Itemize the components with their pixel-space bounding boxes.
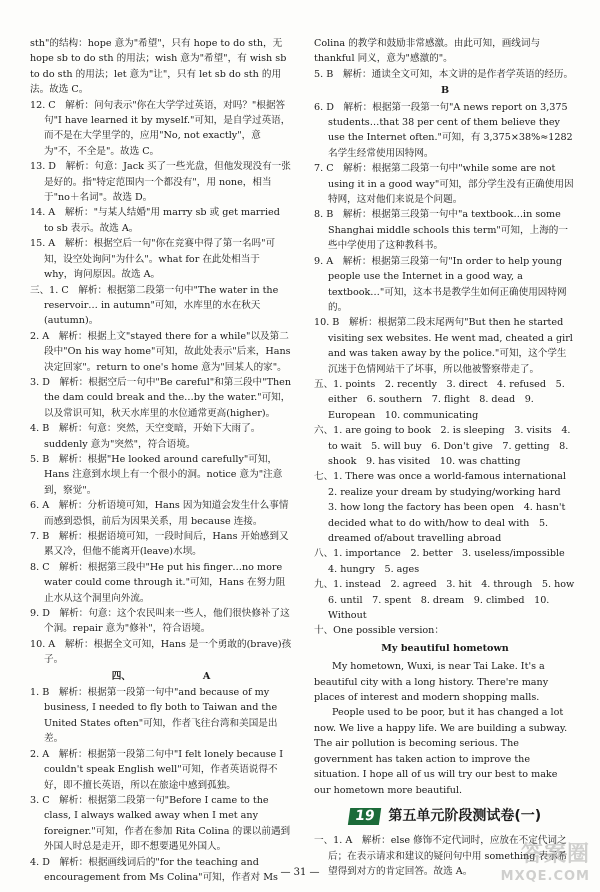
answer-item: 2. A 解析：根据上文"stayed there for a while"以及第二段中"On his way home"可知，故此处表示"后来，Hans 决定回家"。return to one's home 意为"回某人的家"。 (30, 330, 291, 373)
essay-paragraph: People used to be poor, but it has changed a lot now. We live a happy life. We are building a subway. The air pollution is becoming serious. The government has taken action to improve the situation. I hope all of us will try our best to make our hometown more beautiful. (314, 707, 568, 796)
watermark-url: MXQE.COM (500, 869, 590, 884)
unit-heading (314, 808, 576, 825)
answer-paragraph: sth"的结构：hope 意为"希望"，只有 hope to do sth，无 hope sb to do sth 的用法；wish 意为"希望"，有 wish sb to do sth 的用法；let 意为"让"，只有 let sb do sth 的用法。故选 C。 (30, 38, 287, 96)
answer-item: 5. B 解析：通读全文可知，本文讲的是作者学英语的经历。 (314, 68, 574, 80)
right-column (314, 36, 584, 880)
answer-item: 3. D 解析：根据空后一句中"Be careful"和第三段中"Then the dam could break and the…by the water."可知，以及常识可知，秋天水库里的水位通常更高(higher)。 (30, 376, 291, 419)
unit-number-badge: 19 (348, 808, 382, 825)
page-number: — 31 — (280, 866, 320, 878)
answer-item: 2. A 解析：根据第一段第二句中"I felt lonely because I couldn't speak English well"可知，作者英语说得不好，即不擅长英语，所以在旅途中感到孤独。 (30, 748, 284, 791)
answer-item: 6. D 解析：根据第一段第一句"A news report on 3,375 students…that 38 per cent of them believe they use the Internet often."可知，有 3,375×38%≈1282 名学生经常使用因特网。 (314, 101, 573, 159)
unit-title: 第五单元阶段测试卷(一) (388, 807, 542, 824)
left-column (30, 36, 292, 885)
answer-item: 6. A 解析：分析语境可知，Hans 因为知道会发生什么事情而感到恐惧，前后为因果关系，用 because 连接。 (30, 500, 289, 527)
answer-item: 7. B 解析：根据语境可知，一段时间后，Hans 开始感到又累又冷，但他不能离开(leave)水坝。 (30, 531, 289, 558)
watermark (501, 844, 590, 888)
answer-item: 10. A 解析：根据全文可知，Hans 是一个勇敢的(brave)孩子。 (30, 638, 292, 666)
section-heading: B (440, 85, 450, 97)
section-heading: 四、 A (111, 670, 211, 682)
answer-item: 9. A 解析：根据第三段第一句"In order to help young people use the Internet in a good way, a textbook…"可知，这本书是教学生如何正确使用因特网的。 (314, 255, 567, 313)
answer-list: 六、1. are going to book 2. is sleeping 3. visits 4. to wait 5. will buy 6. Don't give 7. getting 8. shook 9. has visited 10. was chatting (314, 425, 571, 467)
answer-list: 八、1. importance 2. better 3. useless/impossible 4. hungry 5. ages (314, 548, 575, 575)
answer-item: 13. D 解析：句意：Jack 买了一些光盘，但他发现没有一张是好的。指"特定范围内一个都没有"，用 none，相当于"no＋名词"。故选 D。 (30, 161, 291, 204)
watermark-text: 答案圈 (520, 842, 590, 867)
answer-item: 14. A 解析："与某人结婚"用 marry sb 或 get married to sb 表示。故选 A。 (30, 207, 280, 234)
answer-list: 九、1. instead 2. agreed 3. hit 4. through 5. how 6. until 7. spent 8. dream 9. climbed 10. Without (314, 579, 584, 622)
answer-list: 五、1. points 2. recently 3. direct 4. refused 5. either 6. southern 7. flight 8. dead 9. European 10. communicating (314, 378, 565, 421)
answer-item: 15. A 解析：根据空后一句"你在竞赛中得了第一名吗"可知，设空处询问"为什么"。what for 在此处相当于 why，询问原因。故选 A。 (30, 238, 276, 281)
answer-item: 三、1. C 解析：根据第二段第一句中"The water in the reservoir… in autumn"可知，水库里的水在秋天(autumn)。 (30, 284, 279, 327)
answer-list: 七、1. There was once a world-famous international 2. realize your dream by studying/working hard 3. how long the factory has been open 4. hasn't decided what to do with/how to deal with 5. dreamed of/about travelling abroad (314, 471, 576, 544)
answer-item: 5. B 解析：根据"He looked around carefully"可知，Hans 注意到水坝上有一个很小的洞。notice 意为"注意到，察觉"。 (30, 453, 283, 496)
answer-item: 10. B 解析：根据第二段末尾两句"But then he started visiting sex websites. He went mad, cheated a girl and was taken away by the police."可知，这个学生沉迷于色情网站干了坏事，所以他被警察带走了。 (314, 317, 573, 375)
answer-item: 8. B 解析：根据第三段第一句中"a textbook…in some Shanghai middle schools this term"可知，上海的一些中学使用了这种教科书。 (314, 209, 568, 252)
answer-item: 1. B 解析：根据第一段第一句中"and because of my business, I needed to fly both to Taiwan and the United States often"可知，作者飞往台湾和美国是出差。 (30, 687, 278, 745)
essay-title: My beautiful hometown (381, 642, 509, 654)
answer-item: 9. D 解析：句意：这个农民叫来一些人，他们很快修补了这个洞。repair 意为"修补"，符合语境。 (30, 608, 290, 635)
answer-item: 12. C 解析：问句表示"你在大学学过英语，对吗？"根据答句"I have learned it by myself."可知，是自学过英语，而不是在大学里学的，应用"No, not exactly"，意为"不，不全是"。故选 C。 (30, 99, 291, 157)
answer-item: 8. C 解析：根据第三段中"He put his finger…no more water could come through it."可知，Hans 在努力阻止水从这个洞里向外流。 (30, 561, 286, 604)
answer-item: 4. D 解析：根据画线词后的"for the teaching and encouragement from Ms Colina"可知，作者对 Ms (30, 856, 278, 883)
answer-paragraph: Colina 的教学和鼓励非常感激。由此可知，画线词与 thankful 同义，意为"感激的"。 (314, 38, 541, 65)
answer-item: 3. C 解析：根据第二段第一句"Before I came to the class, I always walked away when I met any foreigner."可知，作者在参加 Rita Colina 的课以前遇到外国人时总是走开，即不想要遇见外国人。 (30, 794, 291, 853)
essay-paragraph: My hometown, Wuxi, is near Tai Lake. It's a beautiful city with a long history. There're many places of interest and modern shopping malls. (314, 661, 549, 704)
answer-item: 4. B 解析：句意：突然，天空变暗，开始下大雨了。suddenly 意为"突然"，符合语境。 (30, 423, 261, 450)
answer-item: 一、1. A 解析：else 修饰不定代词时，应放在不定代词之后；在表示请求和建议的疑问句中用 something 表示希望得到对方的肯定回答。故选 A。 (314, 835, 568, 878)
answer-list: 十、One possible version： (314, 625, 444, 637)
answer-item: 7. C 解析：根据第二段第一句中"while some are not using it in a good way"可知，部分学生没有正确使用因特网，这对他们来说是个问题。 (314, 163, 574, 206)
